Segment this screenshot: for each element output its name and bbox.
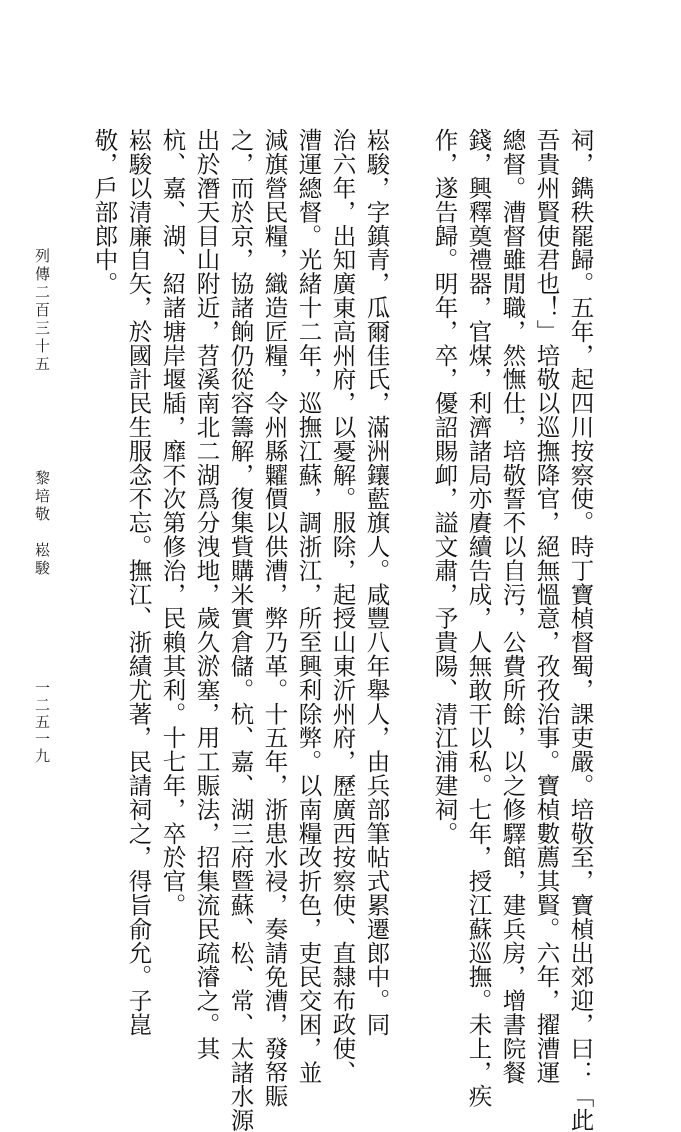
text-column: 祠，鐫秩罷歸。五年，起四川按察使。時丁寶楨督蜀，課吏嚴。培敬至，寶楨出郊迎，曰：「此 [566,128,595,1132]
page-number: 一二五一九 [33,680,51,765]
text-column: 漕運總督。光緒十二年，巡撫江蘇，調浙江，所至興利除弊。以南糧改折色，吏民交困，並 [294,128,323,1084]
text-column: 錢，興釋奠禮器，官煤，利濟諸局亦賡續告成，人無敢干以私。七年，授江蘇巡撫。未上，疾 [464,128,493,1108]
running-header-subjects: 黎培敬 崧駿 [33,470,51,578]
text-column: 出於潛天目山附近，苕溪南北二湖爲分洩地，歲久淤塞，用工賑法，招集流民疏濬之。其 [192,128,221,1061]
running-header-title: 列傳二百三十五 [33,248,51,374]
text-column: 崧駿，字鎮青，瓜爾佳氏，滿洲鑲藍旗人。咸豐八年舉人，由兵部筆帖式累遷郎中。同 [362,128,391,1037]
text-column: 杭、嘉、湖、紹諸塘岸堰牐，靡不次第修治，民賴其利。十七年，卒於官。 [158,128,187,917]
text-column: 崧駿以清廉自矢，於國計民生服念不忘。撫江、浙績尤著，民請祠之，得旨俞允。子崑 [124,128,153,1037]
text-column: 敬，戶部郎中。 [90,128,119,296]
text-column: 之，而於京，協諸餉仍從容籌解，復集貲購米實倉儲。杭、嘉、湖三府暨蘇、松、常、太諸水源 [226,128,255,1132]
text-column: 減旗營民糧，織造匠糧，令州縣糶價以供漕，弊乃革。十五年，浙患水祲，奏請免漕，發帑賑 [260,128,289,1108]
text-column: 治六年，出知廣東高州府，以憂解。服除，起授山東沂州府，歷廣西按察使、直隸布政使、 [328,128,357,1084]
text-column: 總督。漕督雖閒職，然憮仕，培敬誓不以自污，公費所餘，以之修驛館，建兵房，增書院餐 [498,128,527,1084]
text-column: 作，遂告歸。明年，卒，優詔賜卹，謚文肅，予貴陽、清江浦建祠。 [430,128,459,845]
text-column: 吾貴州賢使君也！」培敬以巡撫降官，絕無慍意，孜孜治事。寶楨數薦其賢。六年，擢漕運 [532,128,561,1084]
